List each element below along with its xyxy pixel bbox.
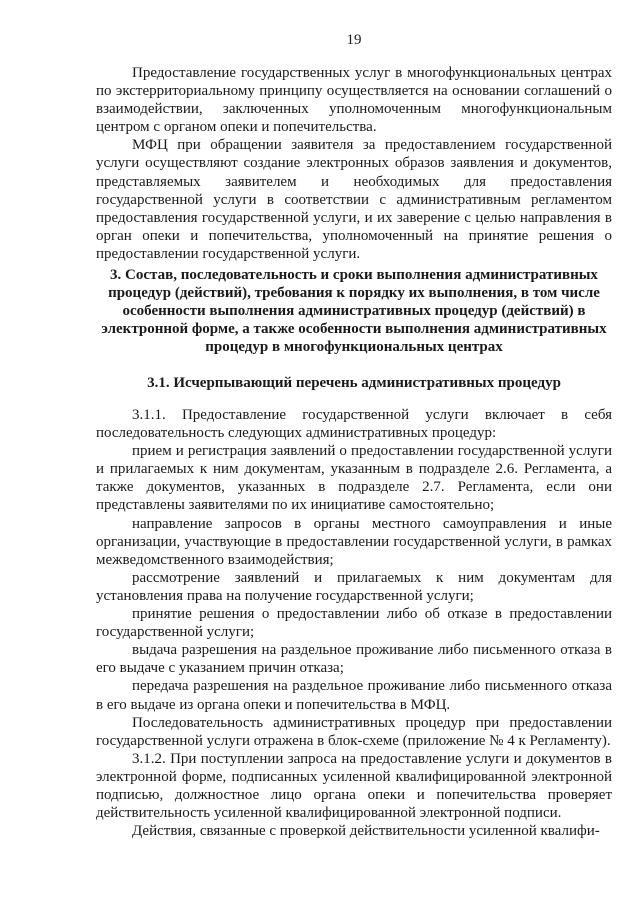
intro-paragraph: Предоставление государственных услуг в многофункциональных центрах по экстерриториальному принципу осуществляется на основании соглашений о взаимодействии, заключенных уполномоченным многофункциональным центром с органом опеки и попечительства. [96,65,612,136]
body-paragraph: Действия, связанные с проверкой действительности усиленной квалифи- [132,823,600,840]
body-paragraph: направление запросов в органы местного самоуправления и иные организации, участвующие в предоставлении государственной услуги, в рамках межведомственного взаимодействия; [96,515,612,568]
intro-paragraph: МФЦ при обращении заявителя за предоставлением государственной услуги осуществляют создание электронных образов заявления и документов, представляемых заявителем и необходимых для предоставления государственной услуги в соответствии с административным регламентом предоставления государственной услуги, и их заверение с целью направления в орган опеки и попечительства, уполномоченный на принятие решения о предоставлении государственной услуги. [96,137,612,262]
body-paragraph: прием и регистрация заявлений о предоставлении государственной услуги и прилагаемых к ним документам, указанным в подразделе 2.6. Регламента, а также документов, указанных в подразделе 2.7. Регламента, если они представлены заявителями по их инициативе самостоятельно; [96,443,612,514]
page-number: 19 [346,32,362,48]
body-paragraph: рассмотрение заявлений и прилагаемых к ним документам для установления права на получение государственной услуги; [96,569,612,604]
body-paragraph: передача разрешения на раздельное проживание либо письменного отказа в его выдаче из органа опеки и попечительства в МФЦ. [96,678,612,713]
body-paragraph: 3.1.1. Предоставление государственной услуги включает в себя последовательность следующих административных процедур: [96,407,612,442]
body-paragraph: выдача разрешения на раздельное проживание либо письменного отказа в его выдаче с указанием причин отказа; [96,642,612,677]
section-3-heading: 3. Состав, последовательность и сроки выполнения административных процедур (действий), требования к порядку их выполнения, в том числе особенности выполнения административных процедур (действий) в электронной форме, а также особенности выполнения административных процедур в многофункциональных центрах [101,267,607,356]
section-3-1-heading: 3.1. Исчерпывающий перечень административных процедур [147,375,561,391]
body-paragraph: принятие решения о предоставлении либо об отказе в предоставлении государственной услуги; [96,606,612,641]
intro-text-block [96,64,612,263]
body-paragraph: Последовательность административных процедур при предоставлении государственной услуги отражена в блок-схеме (приложение № 4 к Регламенту). [96,714,612,749]
body-paragraph: 3.1.2. При поступлении запроса на предоставление услуги и документов в электронной форме, подписанных усиленной квалифицированной электронной подписью, должностное лицо органа опеки и попечительства проверяет действительность усиленной квалифицированной электронной подписи. [96,750,612,822]
section-3-1-text-block [96,406,612,840]
